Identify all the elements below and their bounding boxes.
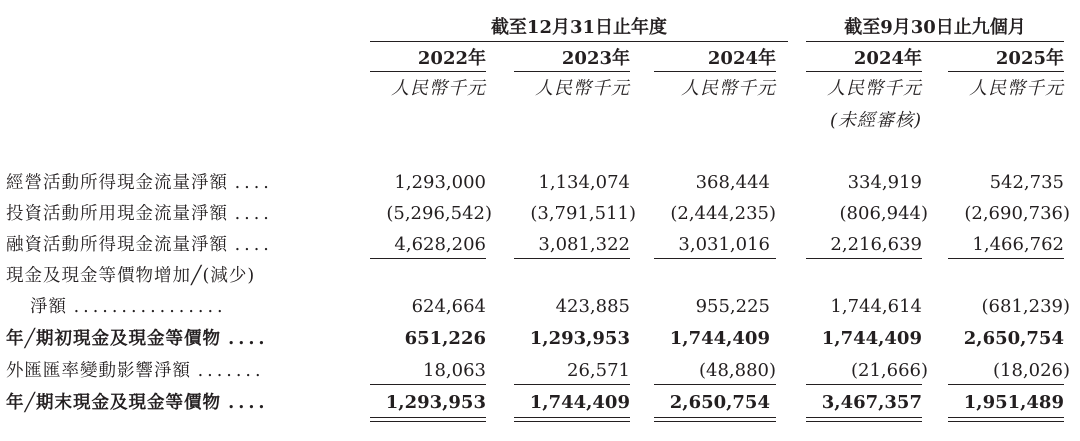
year-header-2024-9m: 2024年 bbox=[853, 48, 922, 69]
cell: (5,296,542) bbox=[386, 203, 492, 224]
group-header-nine-months: 截至9月30日止九個月 bbox=[844, 17, 1026, 38]
cell: 423,885 bbox=[555, 296, 630, 317]
year-header-2025-9m: 2025年 bbox=[995, 48, 1064, 69]
total-double-rule bbox=[654, 417, 776, 422]
cell: 1,744,409 bbox=[529, 392, 630, 413]
row-label-closing-cash: 年╱期末現金及現金等價物 .... bbox=[6, 393, 269, 413]
cell: 1,466,762 bbox=[972, 234, 1064, 255]
cell: 2,650,754 bbox=[669, 392, 770, 413]
subtotal-rule bbox=[514, 258, 630, 259]
year-rule bbox=[370, 71, 486, 72]
year-header-2024: 2024年 bbox=[707, 48, 776, 69]
row-label-operating: 經營活動所得現金流量淨額 .... bbox=[6, 173, 273, 193]
cell: 1,293,953 bbox=[385, 392, 486, 413]
total-double-rule bbox=[370, 417, 486, 422]
group-rule-annual bbox=[370, 41, 788, 42]
unit-label: 人民幣千元 bbox=[969, 78, 1064, 99]
unit-label: 人民幣千元 bbox=[827, 78, 922, 99]
year-rule bbox=[806, 71, 922, 72]
cell: 624,664 bbox=[411, 296, 486, 317]
cell: (3,791,511) bbox=[530, 203, 636, 224]
group-rule-nine-months bbox=[806, 41, 1064, 42]
cell: 3,081,322 bbox=[538, 234, 630, 255]
subtotal-rule bbox=[370, 258, 486, 259]
total-double-rule bbox=[948, 417, 1064, 422]
row-label-fx-effect: 外匯匯率變動影響淨額 ....... bbox=[6, 361, 265, 381]
year-header-2023: 2023年 bbox=[561, 48, 630, 69]
cell: 26,571 bbox=[567, 360, 630, 381]
unaudited-label: (未經審核) bbox=[829, 110, 922, 131]
subtotal-rule bbox=[654, 384, 776, 385]
year-rule bbox=[514, 71, 630, 72]
row-label-net: 淨額 ................ bbox=[30, 297, 227, 317]
subtotal-rule bbox=[370, 384, 486, 385]
cell: (21,666) bbox=[850, 360, 928, 381]
total-double-rule bbox=[514, 417, 630, 422]
cell: 651,226 bbox=[404, 328, 486, 349]
row-label-net-change: 現金及現金等價物增加╱(減少) bbox=[6, 266, 256, 286]
year-header-2022: 2022年 bbox=[417, 48, 486, 69]
cell: 542,735 bbox=[989, 172, 1064, 193]
subtotal-rule bbox=[948, 258, 1064, 259]
unit-label: 人民幣千元 bbox=[535, 78, 630, 99]
cell: 334,919 bbox=[847, 172, 922, 193]
total-double-rule bbox=[806, 417, 922, 422]
subtotal-rule bbox=[514, 384, 630, 385]
row-label-opening-cash: 年╱期初現金及現金等價物 .... bbox=[6, 329, 269, 349]
year-rule bbox=[948, 71, 1064, 72]
cell: 1,744,614 bbox=[830, 296, 922, 317]
cell: 4,628,206 bbox=[394, 234, 486, 255]
cell: (806,944) bbox=[839, 203, 928, 224]
cell: 2,216,639 bbox=[830, 234, 922, 255]
row-label-investing: 投資活動所用現金流量淨額 .... bbox=[6, 204, 273, 224]
cell: 18,063 bbox=[423, 360, 486, 381]
group-header-annual: 截至12月31日止年度 bbox=[490, 17, 668, 38]
cell: 1,134,074 bbox=[538, 172, 630, 193]
unit-label: 人民幣千元 bbox=[391, 78, 486, 99]
cell: (48,880) bbox=[698, 360, 776, 381]
cell: 368,444 bbox=[695, 172, 770, 193]
unit-label: 人民幣千元 bbox=[681, 78, 776, 99]
cell: 1,951,489 bbox=[963, 392, 1064, 413]
cell: 1,744,409 bbox=[669, 328, 770, 349]
cell: 3,467,357 bbox=[821, 392, 922, 413]
cell: (18,026) bbox=[992, 360, 1070, 381]
cell: (681,239) bbox=[981, 296, 1070, 317]
year-rule bbox=[654, 71, 776, 72]
subtotal-rule bbox=[806, 384, 922, 385]
cell: 955,225 bbox=[695, 296, 770, 317]
cell: (2,690,736) bbox=[964, 203, 1070, 224]
cell: 1,293,953 bbox=[529, 328, 630, 349]
cell: 3,031,016 bbox=[678, 234, 770, 255]
cell: (2,444,235) bbox=[670, 203, 776, 224]
subtotal-rule bbox=[806, 258, 922, 259]
cell: 2,650,754 bbox=[963, 328, 1064, 349]
cell: 1,744,409 bbox=[821, 328, 922, 349]
subtotal-rule bbox=[948, 384, 1064, 385]
cell: 1,293,000 bbox=[394, 172, 486, 193]
subtotal-rule bbox=[654, 258, 776, 259]
row-label-financing: 融資活動所得現金流量淨額 .... bbox=[6, 235, 273, 255]
